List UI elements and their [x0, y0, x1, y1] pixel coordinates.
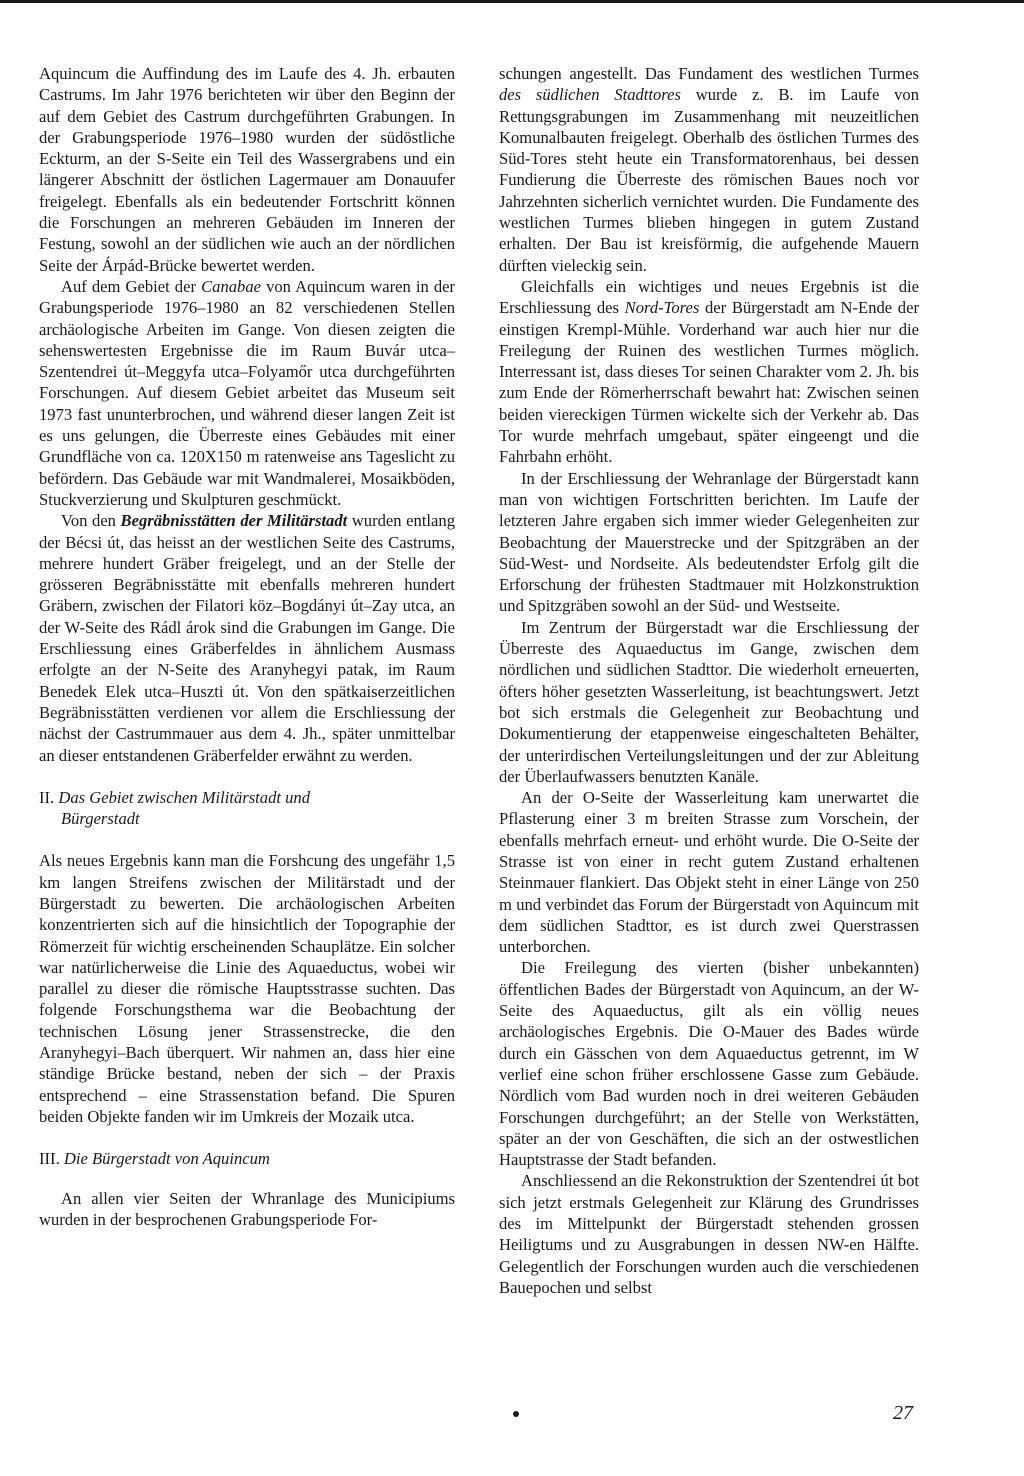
- top-border-line: [0, 0, 1024, 3]
- heading-2-number: II.: [39, 787, 55, 807]
- left-column: [39, 63, 455, 1230]
- right-column: [499, 63, 919, 1298]
- right-p2-emphasis: Nord-Tores: [624, 298, 700, 318]
- left-p3-emphasis: Begräbnisstätten der Militärstadt: [120, 511, 348, 531]
- right-paragraph-1: [499, 63, 919, 276]
- left-p3-text-a: Von den: [61, 511, 121, 531]
- left-paragraph-4: Als neues Ergebnis kann man die Forshcung des ungefähr 1,5 km langen Streifens zwischen der Militärstadt und der Bürgerstadt zu bewerten. Die archäologischen Arbeiten konzentrierten sich auf die hinsichtlich der Topographie der Römerzeit für wichtig erscheinenden Schauplätze. Ein solcher war natürlicherweise die Linie des Aquaeductus, wobei wir parallel zu dieser die römische Hauptsstrasse suchten. Das folgende Forschungsthema war die Beobachtung der technischen Lösung jener Strassenstrecke, die den Aranyhegyi–Bach überquert. Wir nahmen an, dass hier eine ständige Brücke bestand, neben der sich – der Praxis entsprechend – eine Strassenstation befand. Die Spuren beiden Objekte fanden wir im Umkreis der Mozaik utca.: [39, 851, 455, 1126]
- left-paragraph-3: [39, 510, 455, 766]
- page-number: 27: [893, 1402, 913, 1424]
- heading-3-number: III.: [39, 1149, 60, 1169]
- right-paragraph-3: In der Erschliessung der Wehranlage der Bürgerstadt kann man von wichtigen Fortschritten berichten. Im Laufe der letzteren Jahre ergaben sich immer wieder Gelegenheiten zur Beobachtung der Mauerstrecke und der Spitzgräben an der Süd-West- und Nordseite. Als bedeutendster Erfolg gilt die Erforschung der frühesten Stadtmauer mit Holzkonstruktion und Spitzgräben sowohl an der Süd- und Westseite.: [499, 468, 919, 616]
- right-paragraph-4: Im Zentrum der Bürgerstadt war die Erschliessung der Überreste des Aquaeductus im Gange, zwischen dem nördlichen und südlichen Stadttor. Die wiederholt erneuerten, öfters höher gesetzten Wasserleitung, ist beachtungswert. Jetzt bot sich erstmals die Gelegenheit zur Beobachtung und Dokumentierung der etappenweise eingeschalteten Behälter, der unterirdischen Verteilungsleitungen und der zur Ableitung der Überlaufwassers benutzten Kanäle.: [499, 617, 919, 786]
- heading-3-title: Die Bürgerstadt von Aquincum: [63, 1149, 270, 1169]
- left-p2-text-b: von Aquincum waren in der Grabungsperiode 1976–1980 an 82 verschiedenen Stellen archäologische Arbeiten im Gange. Von diesen zeigten die sehenswertesten Ergebnisse die im Raum Buvár utca–Szentendrei út–Meggyfa utca–Folyamőr utca durchgeführten Forschungen. Auf diesem Gebiet arbeitet das Museum seit 1973 fast ununterbrochen, und während dieser langen Zeit ist es uns gelungen, die Überreste eines Gebäudes mit einer Grundfläche von ca. 120X150 m ratenweise ans Tageslicht zu befördern. Das Gebäude war mit Wandmalerei, Mosaikböden, Stuckverzierung und Skulpturen geschmückt.: [39, 276, 456, 509]
- heading-2-title-line-1: Das Gebiet zwischen Militärstadt und: [58, 787, 311, 807]
- left-p2-emphasis: Canabae: [201, 276, 261, 296]
- section-heading-3: [39, 1148, 455, 1169]
- right-p1-emphasis: des südlichen Stadttores: [499, 85, 681, 105]
- right-paragraph-7: Anschliessend an die Rekonstruktion der Szentendrei út bot sich jetzt erstmals Gelegenheit zur Klärung des Grundrisses des im Mittelpunkt der Bürgerstadt stehenden grossen Heiligtums und zu Ausgrabungen in dessen NW-en Hälfte. Gelegentlich der Forschungen wurden auch die verschiedenen Bauepochen und selbst: [499, 1171, 919, 1297]
- footer-bullet-dot: [513, 1411, 519, 1417]
- left-p3-text-b: wurden entlang der Bécsi út, das heisst an der westlichen Seite des Castrums, mehrere hundert Gräber freigelegt, und an der Stelle der grösseren Begräbnisstätte mit ebenfalls mehreren hundert Gräbern, zwischen der Filatori köz–Bogdányi út–Zay utca, an der W-Seite des Rádl árok sind die Grabungen im Gange. Die Erschliessung eines Gräberfeldes in ähnlichem Ausmass erfolgte an der N-Seite des Aranyhegyi patak, im Raum Benedek Elek utca–Huszti út. Von den spätkaiserzeitlichen Begräbnisstätten verdienen vor allem die Erschliessung der nächst der Castrummauer aus dem 4. Jh., später unmittelbar an dieser entstandenen Gräberfelder erwähnt zu werden.: [39, 511, 455, 765]
- right-p2-text-a: Gleichfalls ein wichtiges und neues Ergebnis ist die Erschliessung des: [499, 276, 919, 318]
- heading-2-title-line-2: Bürgerstadt: [61, 809, 140, 829]
- left-paragraph-5: An allen vier Seiten der Whranlage des Municipiums wurden in der besprochenen Grabungsperiode For-: [39, 1188, 455, 1229]
- left-paragraph-1: Aquincum die Auffindung des im Laufe des 4. Jh. erbauten Castrums. Im Jahr 1976 berichteten wir über den Beginn der auf dem Gebiet des Castrum durchgeführten Grabungen. In der Grabungsperiode 1976–1980 wurden der südöstliche Eckturm, an der S-Seite ein Teil des Wassergrabens und ein längerer Abschnitt der östlichen Lagermauer am Donauufer freigelegt. Ebenfalls als ein bedeutender Fortschritt können die Forschungen an mehreren Gebäuden im Inneren der Festung, sowohl an der südlichen wie auch an der nördlichen Seite der Árpád-Brücke bewertet werden.: [39, 64, 455, 275]
- right-paragraph-2: [499, 276, 919, 468]
- right-p1-text-b: wurde z. B. im Laufe von Rettungsgrabungen im Zusammenhang mit neuzeitlichen Komunalbauten freigelegt. Oberhalb des östlichen Turmes des Süd-Tores steht heute ein Transformatorenhaus, bei dessen Fundierung die Überreste des römischen Baues noch vor Jahrzehnten sicherlich vernichtet wurden. Die Fundamente des westlichen Turmes blieben hingegen in gutem Zustand erhalten. Der Bau ist kreisförmig, die aufgehende Mauern dürften vieleckig sein.: [499, 85, 920, 275]
- section-heading-2: [39, 787, 455, 808]
- left-p2-text-a: Auf dem Gebiet der: [61, 276, 202, 296]
- right-paragraph-6: Die Freilegung des vierten (bisher unbekannten) öffentlichen Bades der Bürgerstadt von Aquincum, an der W-Seite des Aquaeductus, gilt als ein völlig neues archäologisches Ergebnis. Die O-Mauer des Bades würde durch ein Gässchen von dem Aquaeductus getrennt, im W verlief eine schon früher erschlossene Gasse zum Gebäude. Nördlich vom Bad wurden noch in drei weiteren Gebäuden Forschungen durchgeführt; an der Stelle von Werkstätten, später an der von Geschäften, die sich an der ostwestlichen Hauptstrasse der Stadt befanden.: [499, 958, 919, 1170]
- left-paragraph-2: [39, 276, 455, 510]
- right-p2-text-b: der Bürgerstadt am N-Ende der einstigen Krempl-Mühle. Vorderhand war auch hier nur die Freilegung der Ruinen des westlichen Turmes möglich. Interressant ist, dass dieses Tor seinen Charakter vom 2. Jh. bis zum Ende der Römerherrschaft bewahrt hat: Zwischen seinen beiden viereckigen Türmen wickelte sich der Verkehr ab. Das Tor wurde mehrfach umgebaut, später eingeengt und die Fahrbahn erhöht.: [499, 298, 919, 467]
- right-p1-text-a: schungen angestellt. Das Fundament des westlichen Turmes: [499, 64, 919, 83]
- right-paragraph-5: An der O-Seite der Wasserleitung kam unerwartet die Pflasterung einer 3 m breiten Strasse zum Vorschein, der ebenfalls mehrfach erneut- und erhöht wurde. Die O-Seite der Strasse ist von einer in recht gutem Zustand erhaltenen Steinmauer flankiert. Das Objekt steht in einer Länge von 250 m und verbindet das Forum der Bürgerstadt von Aquincum mit dem südlichen Stadttor, es ist durch zwei Querstrassen unterborchen.: [499, 788, 919, 957]
- section-heading-2-line-2: [39, 808, 455, 829]
